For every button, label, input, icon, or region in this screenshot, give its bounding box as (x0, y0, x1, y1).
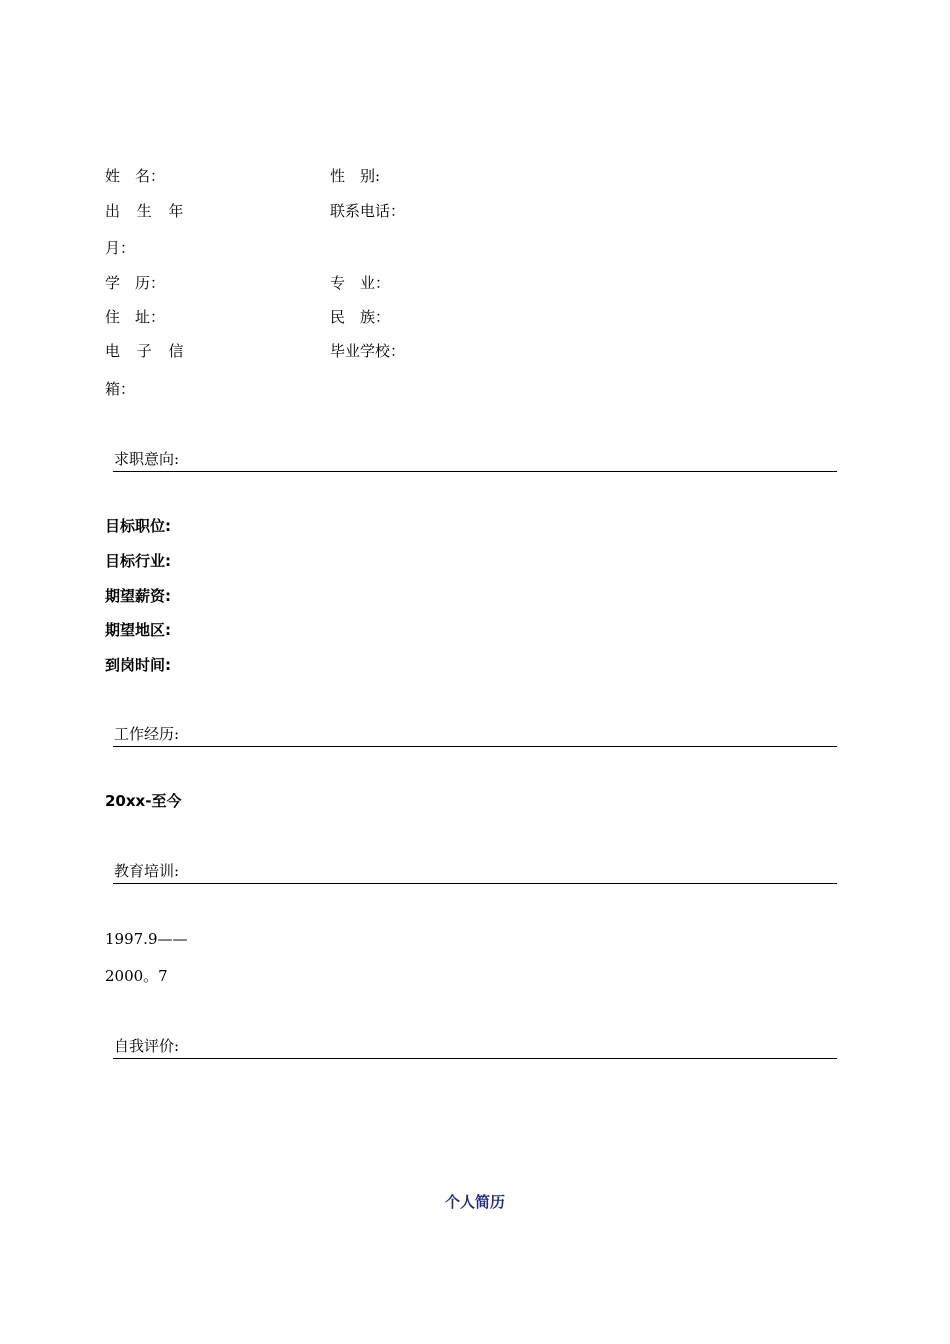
education-title: 教育培训: (114, 862, 180, 880)
expected-salary-label: 期望薪资: (105, 587, 171, 605)
job-intent-header (113, 447, 837, 472)
name-label: 姓 名： (105, 167, 166, 185)
self-evaluation-header (113, 1034, 837, 1059)
email-label-line1: 电 子 信 (105, 342, 190, 360)
major-label: 专 业： (330, 274, 391, 292)
target-industry-label: 目标行业: (105, 552, 171, 570)
job-intent-title: 求职意向: (114, 450, 180, 468)
address-label: 住 址： (105, 308, 166, 326)
education-period-start: 1997.9—— (105, 930, 188, 948)
work-experience-header (113, 722, 837, 747)
school-label: 毕业学校： (330, 342, 406, 360)
gender-label: 性 别: (330, 167, 381, 185)
education-label: 学 历： (105, 274, 166, 292)
expected-region-label: 期望地区: (105, 621, 171, 639)
education-header (113, 859, 837, 884)
ethnicity-label: 民 族： (330, 308, 391, 326)
birth-label-line2: 月： (105, 239, 136, 257)
work-experience-title: 工作经历: (114, 725, 180, 743)
birth-label-line1: 出 生 年 (105, 202, 190, 220)
work-period: 20xx-至今 (105, 792, 182, 810)
email-label-line2: 箱： (105, 380, 136, 398)
start-time-label: 到岗时间: (105, 656, 171, 674)
footer-title: 个人简历 (444, 1193, 505, 1211)
target-position-label: 目标职位: (105, 517, 171, 535)
self-evaluation-title: 自我评价: (114, 1037, 180, 1055)
phone-label: 联系电话： (330, 202, 406, 220)
education-period-end: 2000。7 (105, 967, 168, 985)
